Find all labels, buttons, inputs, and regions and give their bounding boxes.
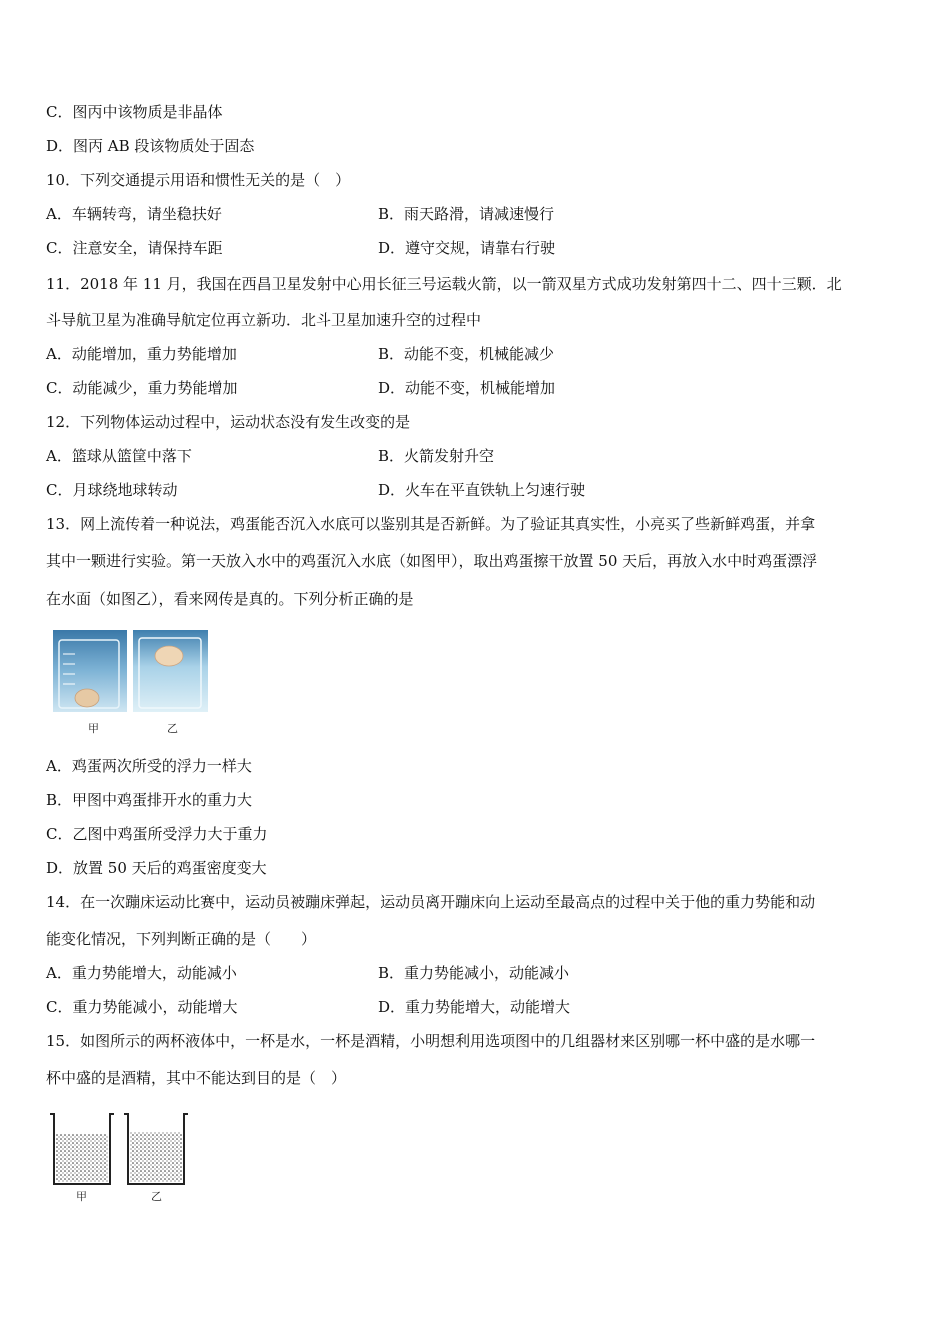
q13-stem-line1: 13．网上流传着一种说法，鸡蛋能否沉入水底可以鉴别其是否新鲜。为了验证其真实性，小亮买了些新鲜鸡蛋，并拿 (46, 515, 816, 533)
q13-option-a: A．鸡蛋两次所受的浮力一样大 (46, 757, 252, 775)
q14-option-a: A．重力势能增大，动能减小 (46, 964, 237, 982)
beaker-right-icon (133, 630, 208, 712)
q11-option-b: B．动能不变，机械能减少 (378, 345, 555, 363)
q13-figure-label-right: 乙 (167, 722, 178, 735)
beaker-jia-icon (50, 1114, 114, 1184)
q13-option-c: C．乙图中鸡蛋所受浮力大于重力 (46, 825, 268, 843)
q13-option-b: B．甲图中鸡蛋排开水的重力大 (46, 791, 253, 809)
q9-option-d: D．图丙 AB 段该物质处于固态 (46, 137, 255, 155)
q11-stem-line1: 11．2018 年 11 月，我国在西昌卫星发射中心用长征三号运载火箭，以一箭双星方式成功发射第四十二、四十三颗．北 (46, 275, 842, 293)
q14-stem-line1: 14．在一次蹦床运动比赛中，运动员被蹦床弹起，运动员离开蹦床向上运动至最高点的过程中关于他的重力势能和动 (46, 893, 816, 911)
q14-option-b: B．重力势能减小，动能减小 (378, 964, 570, 982)
q13-option-d: D．放置 50 天后的鸡蛋密度变大 (46, 859, 267, 877)
q10-option-a: A．车辆转弯，请坐稳扶好 (46, 205, 222, 223)
egg-beakers-figure (53, 630, 208, 712)
q15-stem-line1: 15．如图所示的两杯液体中，一杯是水，一杯是酒精，小明想利用选项图中的几组器材来区别哪一杯中盛的是水哪一 (46, 1032, 816, 1050)
q12-option-b: B．火箭发射升空 (378, 447, 495, 465)
q14-option-c: C．重力势能减小，动能增大 (46, 998, 238, 1016)
q11-option-c: C．动能减少，重力势能增加 (46, 379, 238, 397)
q14-option-d: D．重力势能增大，动能增大 (378, 998, 571, 1016)
q13-stem-line3: 在水面（如图乙），看来网传是真的。下列分析正确的是 (46, 590, 414, 608)
q12-option-d: D．火车在平直铁轨上匀速行驶 (378, 481, 586, 499)
q13-figure-label-left: 甲 (88, 722, 99, 735)
q15-stem-line2: 杯中盛的是酒精，其中不能达到目的是（ ） (46, 1069, 347, 1087)
q12-stem: 12．下列物体运动过程中，运动状态没有发生改变的是 (46, 413, 411, 431)
beaker-left-icon (53, 630, 127, 712)
q14-stem-line2: 能变化情况，下列判断正确的是（ ） (46, 930, 317, 948)
q10-option-c: C．注意安全，请保持车距 (46, 239, 223, 257)
q11-stem-line2: 斗导航卫星为准确导航定位再立新功．北斗卫星加速升空的过程中 (46, 311, 482, 329)
q10-option-b: B．雨天路滑，请减速慢行 (378, 205, 555, 223)
q15-figure-label-left: 甲 (76, 1190, 87, 1203)
q11-option-d: D．动能不变，机械能增加 (378, 379, 556, 397)
q12-option-c: C．月球绕地球转动 (46, 481, 178, 499)
q9-option-c: C．图丙中该物质是非晶体 (46, 103, 223, 121)
q11-option-a: A．动能增加，重力势能增加 (46, 345, 237, 363)
liquid-beakers-figure (48, 1110, 193, 1188)
q10-option-d: D．遵守交规，请靠右行驶 (378, 239, 556, 257)
q15-figure-label-right: 乙 (151, 1190, 162, 1203)
q12-option-a: A．篮球从篮筐中落下 (46, 447, 192, 465)
q13-stem-line2: 其中一颗进行实验。第一天放入水中的鸡蛋沉入水底（如图甲），取出鸡蛋擦干放置 50 天后，再放入水中时鸡蛋漂浮 (46, 552, 818, 570)
beaker-yi-icon (124, 1114, 188, 1184)
q10-stem: 10．下列交通提示用语和惯性无关的是（ ） (46, 171, 351, 189)
